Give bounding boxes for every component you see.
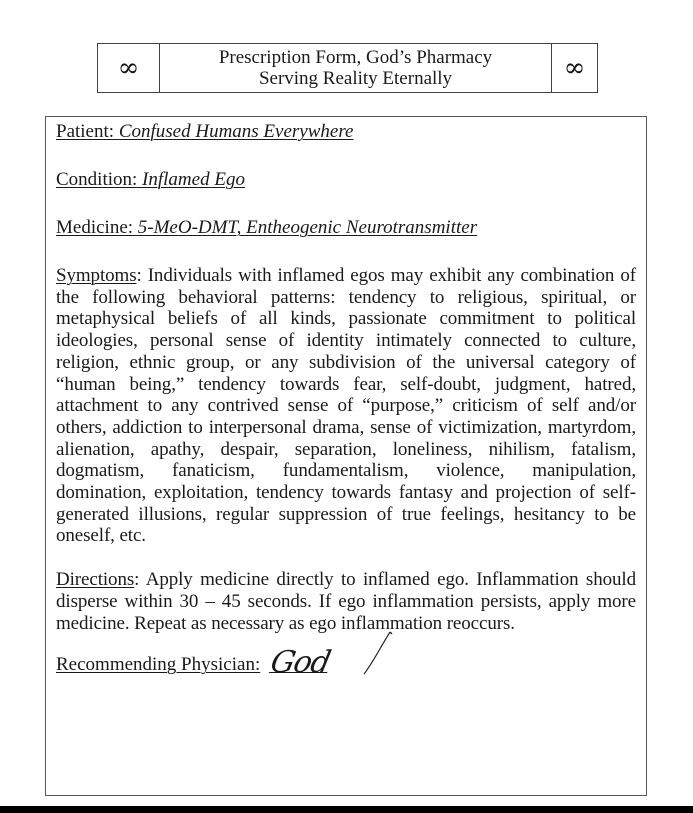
patient-field: [56, 121, 636, 143]
patient-label: Patient:: [56, 121, 115, 142]
directions-paragraph: [56, 569, 636, 634]
form-title-line2: Serving Reality Eternally: [258, 68, 453, 89]
symptoms-paragraph: [56, 265, 636, 547]
form-header: [97, 43, 598, 93]
physician-label: Recommending Physician:: [56, 654, 261, 676]
form-title-line1: Prescription Form, God’s Pharmacy: [218, 47, 493, 68]
directions-label: Directions: [56, 569, 135, 591]
prescription-body: [45, 116, 647, 796]
directions-text: : Apply medicine directly to inflamed ego. Inflammation should disperse within 30 – 45 seconds. If ego inflammation persists, apply more medicine. Repeat as necessary as ego inflammation reoccurs.: [56, 569, 636, 634]
condition-value: Inflamed Ego: [142, 169, 245, 190]
condition-field: [56, 169, 636, 191]
patient-value: Confused Humans Everywhere: [118, 121, 354, 142]
symptoms-text: : Individuals with inflamed egos may exhibit any combination of the following behavioral patterns: tendency to religious, spiritual, or metaphysical beliefs of all kinds, passionate commitment to political ideologies, personal sense of identity intimately connected to culture, religion, ethnic group, or any subdivision of the universal category of “human being,” tendency towards fear, self-doubt, judgment, hatred, attachment to any contrived sense of “purpose,” criticism of self and/or others, addiction to interpersonal drama, sense of victimization, martyrdom, alienation, apathy, despair, separation, loneliness, nihilism, fatalism, dogmatism, fanaticism, fundamentalism, violence, manipulation, domination, exploitation, tendency towards fantasy and projection of self-generated illusions, regular suppression of true feelings, hesitancy to be oneself, etc.: [56, 265, 636, 547]
physician-signature: God: [267, 645, 334, 681]
signature-flourish-icon: [354, 630, 394, 678]
symptoms-label: Symptoms: [56, 265, 137, 286]
form-title: [160, 44, 551, 92]
infinity-icon: ∞: [551, 44, 597, 92]
medicine-field: [56, 217, 636, 239]
bottom-black-bar: [0, 806, 693, 813]
condition-label: Condition:: [56, 169, 138, 190]
medicine-label: Medicine:: [56, 217, 134, 238]
infinity-icon: ∞: [98, 44, 160, 92]
medicine-value: 5-MeO-DMT, Entheogenic Neurotransmitter: [137, 217, 478, 238]
physician-field: [56, 645, 636, 681]
